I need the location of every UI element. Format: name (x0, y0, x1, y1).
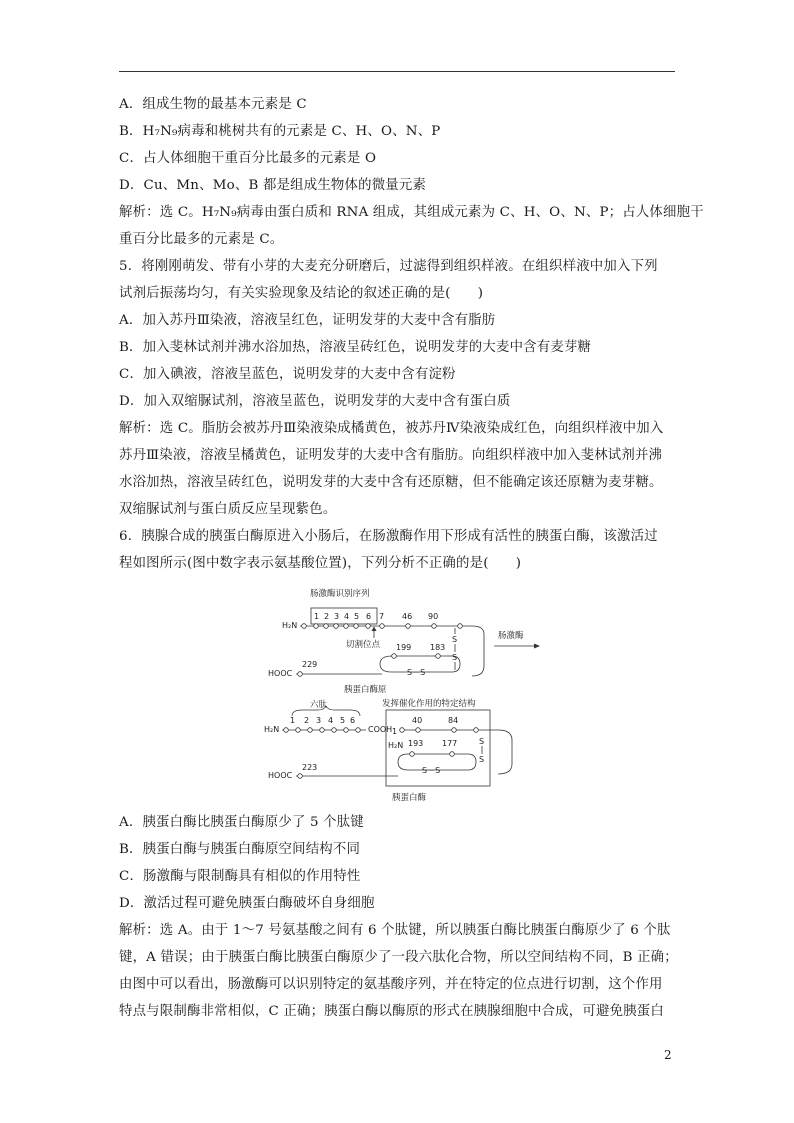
text-line: D．加入双缩脲试剂，溶液呈蓝色，说明发芽的大麦中含有蛋白质 (119, 394, 511, 409)
amino-acid (344, 728, 349, 733)
sulfur-atom: S (452, 653, 458, 662)
amino-acid (324, 624, 329, 629)
residue-number: 7 (379, 612, 385, 621)
amino-acid (356, 728, 361, 733)
text-line: D．激活过程可避免胰蛋白酶破坏自身细胞 (119, 896, 375, 911)
cut-site-arrowhead (372, 627, 377, 632)
amino-acid (354, 624, 359, 629)
text-line: 特点与限制酶非常相似，C 正确；胰蛋白酶以酶原的形式在胰腺细胞中合成，可避免胰蛋白 (119, 1004, 664, 1019)
amino-acid (302, 624, 307, 629)
text-line: D．Cu、Mn、Mo、B 都是组成生物体的微量元素 (119, 178, 427, 193)
amino-acid (392, 654, 397, 659)
residue-number: 3 (334, 612, 340, 621)
residue-number: 1 (392, 727, 398, 736)
text-line: 解析：选 C。脂肪会被苏丹Ⅲ染液染成橘黄色，被苏丹Ⅳ染液染成红色，向组织样液中加入 (119, 421, 664, 436)
amino-acid (366, 624, 371, 629)
amino-acid (410, 752, 415, 757)
recognition-sequence-label: 肠激酶识别序列 (310, 589, 370, 599)
trypsinogen-activation-diagram (262, 586, 552, 806)
residue-number: 3 (316, 716, 322, 725)
amino-acid (332, 728, 337, 733)
text-line: 双缩脲试剂与蛋白质反应呈现紫色。 (119, 502, 337, 517)
residue-number: 5 (340, 716, 346, 725)
h2n-terminus: H₂N (282, 621, 298, 630)
residue-number: 84 (448, 716, 459, 725)
residue-number: 6 (366, 612, 372, 621)
residue-number: 5 (354, 612, 360, 621)
text-line: 苏丹Ⅲ染液，溶液呈橘黄色，证明发芽的大麦中含有脂肪。向组织样液中加入斐林试剂并沸 (119, 448, 663, 463)
residue-number: 40 (412, 716, 423, 725)
text-line: A．加入苏丹Ⅲ染液，溶液呈红色，证明发芽的大麦中含有脂肪 (119, 313, 496, 328)
residue-number: 1 (290, 716, 296, 725)
amino-acid (416, 728, 421, 733)
residue-number: 2 (304, 716, 310, 725)
hexapeptide-label: 六肽 (310, 700, 328, 710)
amino-acid (458, 624, 463, 629)
cooh-terminus: COOH (368, 725, 393, 734)
catalytic-structure-label: 发挥催化作用的特定结构 (382, 699, 476, 709)
residue-number: 183 (430, 643, 446, 652)
text-line: C．占人体细胞干重百分比最多的元素是 O (119, 151, 377, 166)
residue-number: 4 (328, 716, 334, 725)
chain-fold (498, 730, 512, 774)
figure-caption: 胰蛋白酶 (392, 793, 427, 803)
text-line: B．H₇N₉病毒和桃树共有的元素是 C、H、O、N、P (119, 124, 441, 139)
residue-number: 1 (314, 612, 320, 621)
text-line: C．加入碘液，溶液呈蓝色，说明发芽的大麦中含有淀粉 (119, 367, 456, 382)
text-line: 水浴加热，溶液呈砖红色，说明发芽的大麦中含有还原糖，但不能确定该还原糖为麦芽糖。 (119, 475, 663, 490)
residue-number: 4 (344, 612, 350, 621)
reaction-arrowhead (534, 644, 540, 649)
disulfide-bridge: S－S (407, 668, 426, 677)
text-line: 重百分比最多的元素是 C。 (119, 232, 284, 247)
text-line: A．组成生物的最基本元素是 C (119, 97, 307, 112)
hooc-terminus: HOOC (268, 669, 293, 678)
h2n-terminus: H₂N (264, 725, 280, 734)
amino-acid (298, 774, 303, 779)
figure-caption: 胰蛋白酶原 (344, 685, 387, 695)
header-rule (119, 71, 675, 72)
amino-acid (380, 624, 385, 629)
residue-number: 177 (442, 739, 458, 748)
amino-acid (296, 728, 301, 733)
text-line: C．肠激酶与限制酶具有相似的作用特性 (119, 869, 361, 884)
residue-number: 46 (402, 612, 413, 621)
residue-number: 6 (350, 716, 356, 725)
residue-number: 2 (324, 612, 330, 621)
amino-acid (320, 728, 325, 733)
hooc-terminus: HOOC (268, 771, 293, 780)
amino-acid (334, 624, 339, 629)
residue-number: 193 (408, 739, 424, 748)
amino-acid (436, 654, 441, 659)
amino-acid (432, 624, 437, 629)
residue-number: 199 (396, 643, 412, 652)
disulfide-bridge: S－S (422, 766, 441, 775)
text-line: B．胰蛋白酶与胰蛋白酶原空间结构不同 (119, 842, 361, 857)
text-line: 5．将刚刚萌发、带有小芽的大麦充分研磨后，过滤得到组织样液。在组织样液中加入下列 (119, 259, 658, 274)
amino-acid (452, 728, 457, 733)
amino-acid (308, 728, 313, 733)
amino-acid (344, 624, 349, 629)
sulfur-atom: S (479, 755, 485, 764)
amino-acid (284, 728, 289, 733)
text-line: 解析：选 C。H₇N₉病毒由蛋白质和 RNA 组成，其组成元素为 C、H、O、N、P；占人体细胞干 (119, 205, 704, 220)
page-number: 2 (664, 1048, 672, 1062)
text-line: B．加入斐林试剂并沸水浴加热，溶液呈砖红色，说明发芽的大麦中含有麦芽糖 (119, 340, 592, 355)
text-line: 试剂后振荡均匀，有关实验现象及结论的叙述正确的是( ) (119, 286, 484, 301)
enterokinase-label: 肠激酶 (498, 631, 524, 641)
amino-acid (314, 624, 319, 629)
text-line: 解析：选 A。由于 1～7 号氨基酸之间有 6 个肽键，所以胰蛋白酶比胰蛋白酶原少了 6 个肽 (119, 923, 671, 938)
text-line: 程如图所示(图中数字表示氨基酸位置)，下列分析不正确的是( ) (119, 556, 522, 571)
amino-acid (400, 728, 405, 733)
chain-fold (472, 626, 484, 676)
amino-acid (298, 672, 303, 677)
text-line: 6．胰腺合成的胰蛋白酶原进入小肠后，在肠激酶作用下形成有活性的胰蛋白酶，该激活过 (119, 529, 658, 544)
residue-number: 223 (302, 763, 318, 772)
residue-number: 229 (302, 660, 318, 669)
residue-number: 90 (428, 612, 439, 621)
sulfur-atom: S (452, 635, 458, 644)
amino-acid (450, 752, 455, 757)
h2n-terminus: H₂N (388, 741, 404, 750)
text-line: 键，A 错误；由于胰蛋白酶比胰蛋白酶原少了一段六肽化合物，所以空间结构不同，B 正确； (119, 950, 678, 965)
amino-acid (406, 624, 411, 629)
sulfur-atom: S (479, 737, 485, 746)
cut-site-label: 切割位点 (346, 640, 381, 650)
text-line: A．胰蛋白酶比胰蛋白酶原少了 5 个肽键 (119, 815, 364, 830)
amino-acid (474, 728, 479, 733)
text-line: 由图中可以看出，肠激酶可以识别特定的氨基酸序列，并在特定的位点进行切割，这个作用 (119, 977, 663, 992)
